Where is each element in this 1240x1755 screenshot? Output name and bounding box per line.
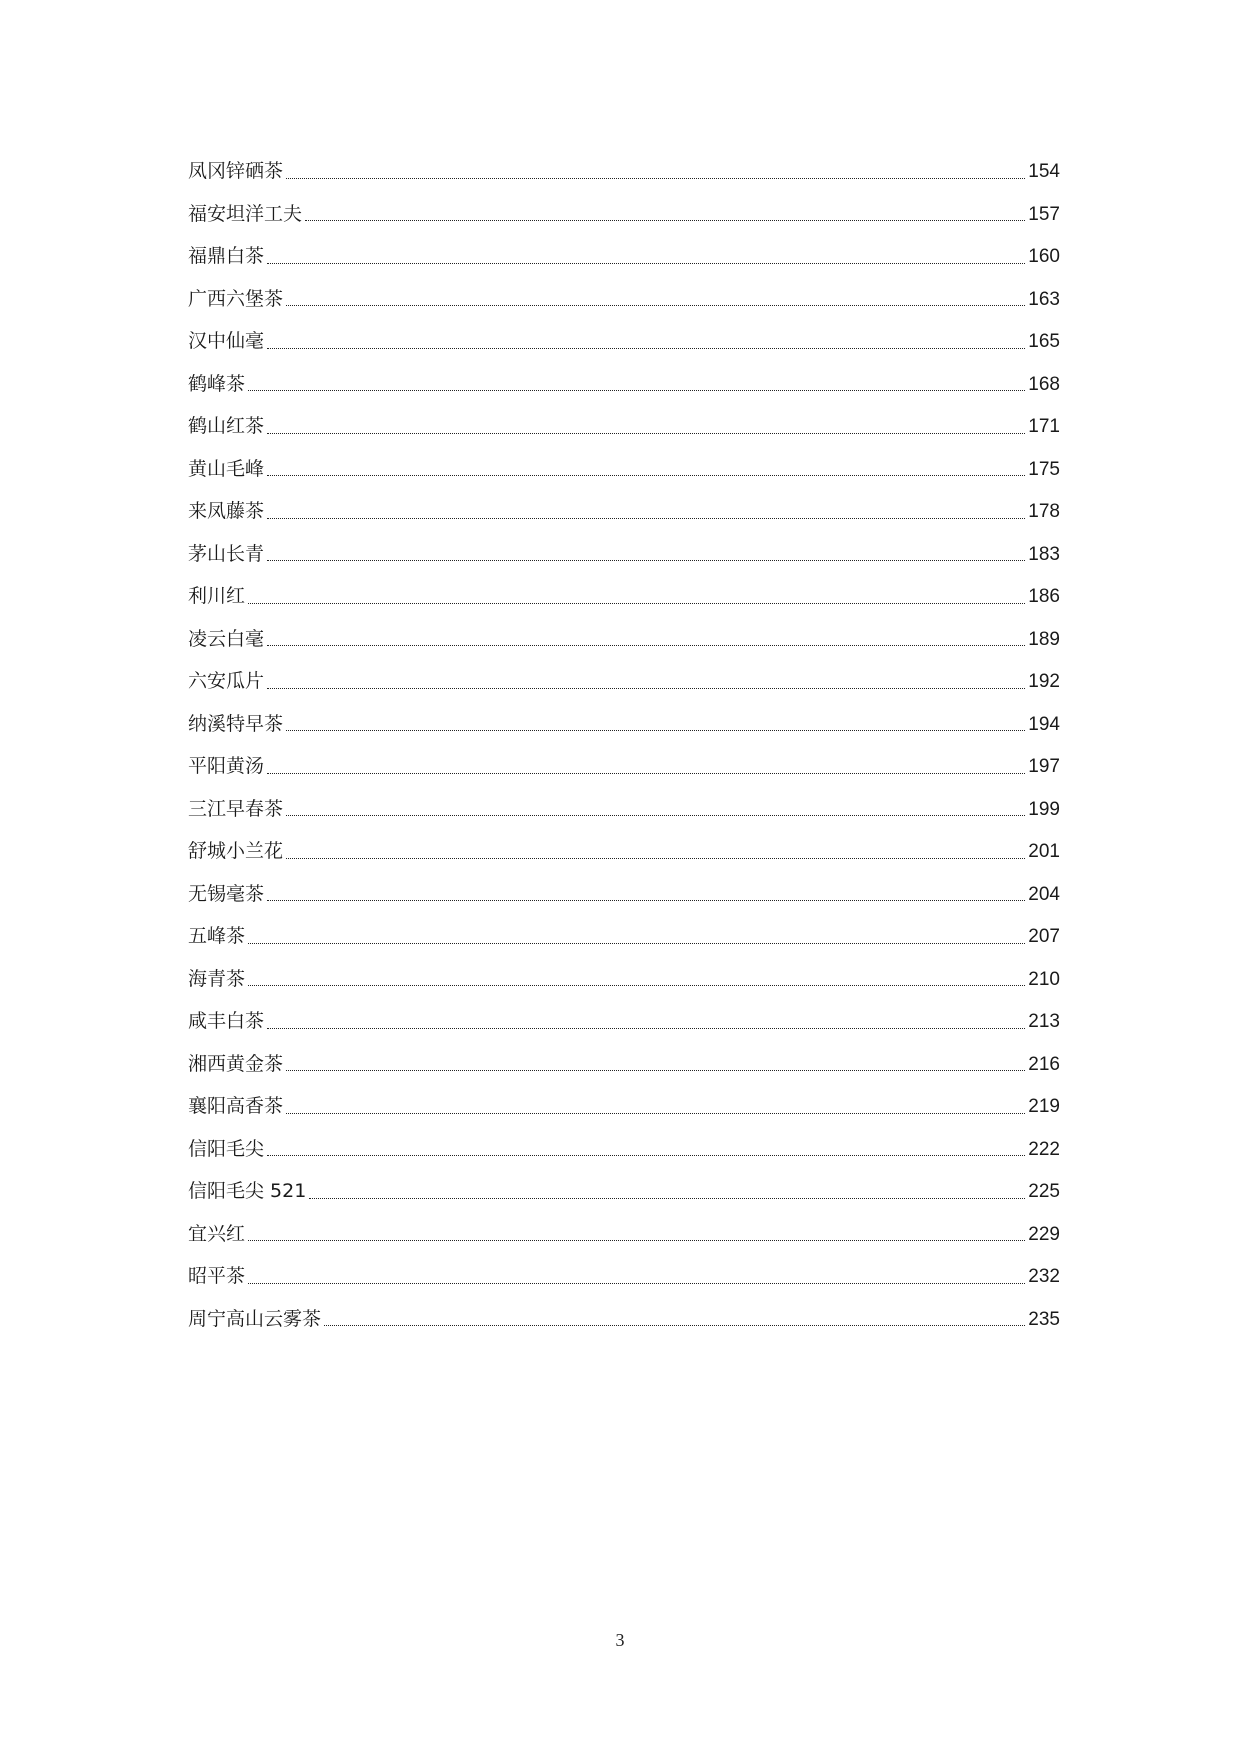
toc-entry[interactable] bbox=[188, 405, 1060, 448]
toc-entry-title: 平阳黄汤 bbox=[188, 755, 265, 777]
toc-entry[interactable] bbox=[188, 1085, 1060, 1128]
toc-entry[interactable] bbox=[188, 1128, 1060, 1171]
toc-dot-leader bbox=[286, 730, 1025, 731]
toc-entry-page: 207 bbox=[1028, 926, 1060, 947]
toc-entry-page: 197 bbox=[1028, 756, 1060, 777]
table-of-contents bbox=[188, 150, 1060, 1340]
toc-entry-title: 六安瓜片 bbox=[188, 670, 265, 692]
toc-entry[interactable] bbox=[188, 533, 1060, 576]
toc-dot-leader bbox=[267, 433, 1025, 434]
toc-entry-title: 福安坦洋工夫 bbox=[188, 202, 303, 225]
toc-entry-title: 咸丰白茶 bbox=[188, 1010, 265, 1032]
toc-entry[interactable] bbox=[188, 660, 1060, 703]
toc-entry-title: 来凤藤茶 bbox=[188, 500, 265, 522]
toc-dot-leader bbox=[305, 220, 1025, 221]
toc-entry-title: 昭平茶 bbox=[188, 1265, 246, 1287]
toc-dot-leader bbox=[267, 1155, 1025, 1156]
toc-entry[interactable] bbox=[188, 1170, 1060, 1213]
toc-entry-page: 235 bbox=[1028, 1308, 1060, 1330]
toc-dot-leader bbox=[286, 178, 1025, 179]
toc-entry-page: 225 bbox=[1028, 1181, 1060, 1202]
toc-entry-title: 信阳毛尖 bbox=[188, 1137, 265, 1160]
toc-entry[interactable] bbox=[188, 1213, 1060, 1256]
toc-entry-page: 157 bbox=[1028, 203, 1060, 225]
toc-entry-page: 199 bbox=[1028, 798, 1060, 820]
toc-entry[interactable] bbox=[188, 745, 1060, 788]
toc-entry[interactable] bbox=[188, 278, 1060, 321]
toc-entry-title: 汉中仙毫 bbox=[188, 330, 265, 352]
toc-entry-title: 黄山毛峰 bbox=[188, 457, 265, 480]
toc-entry-title: 襄阳高香茶 bbox=[188, 1095, 284, 1117]
toc-dot-leader bbox=[267, 263, 1025, 264]
toc-entry-page: 194 bbox=[1028, 713, 1060, 735]
toc-entry-title: 广西六堡茶 bbox=[188, 287, 284, 310]
toc-entry[interactable] bbox=[188, 363, 1060, 406]
toc-entry[interactable] bbox=[188, 1298, 1060, 1341]
toc-entry[interactable] bbox=[188, 618, 1060, 661]
toc-dot-leader bbox=[267, 645, 1025, 646]
toc-dot-leader bbox=[248, 390, 1025, 391]
toc-entry-title: 鹤峰茶 bbox=[188, 372, 246, 395]
toc-dot-leader bbox=[267, 1028, 1025, 1029]
toc-entry[interactable] bbox=[188, 575, 1060, 618]
toc-dot-leader bbox=[248, 985, 1025, 986]
toc-dot-leader bbox=[248, 1283, 1025, 1284]
toc-dot-leader bbox=[286, 305, 1025, 306]
toc-dot-leader bbox=[286, 815, 1025, 816]
toc-entry-title: 凌云白毫 bbox=[188, 627, 265, 650]
toc-entry-title: 三江早春茶 bbox=[188, 797, 284, 820]
toc-entry-page: 229 bbox=[1028, 1223, 1060, 1245]
toc-entry-page: 171 bbox=[1028, 416, 1060, 437]
toc-entry-title: 鹤山红茶 bbox=[188, 415, 265, 437]
toc-entry[interactable] bbox=[188, 788, 1060, 831]
toc-dot-leader bbox=[324, 1325, 1025, 1326]
toc-entry[interactable] bbox=[188, 1255, 1060, 1298]
toc-entry-title: 纳溪特早茶 bbox=[188, 712, 284, 735]
toc-entry-page: 219 bbox=[1028, 1096, 1060, 1117]
toc-entry-page: 204 bbox=[1028, 883, 1060, 905]
toc-entry[interactable] bbox=[188, 1000, 1060, 1043]
toc-entry-page: 216 bbox=[1028, 1053, 1060, 1075]
toc-entry-title: 凤冈锌硒茶 bbox=[188, 160, 284, 182]
toc-dot-leader bbox=[267, 475, 1025, 476]
toc-entry-page: 186 bbox=[1028, 586, 1060, 607]
toc-dot-leader bbox=[267, 348, 1025, 349]
toc-entry-page: 210 bbox=[1028, 968, 1060, 990]
toc-entry[interactable] bbox=[188, 193, 1060, 236]
toc-entry[interactable] bbox=[188, 150, 1060, 193]
toc-entry[interactable] bbox=[188, 703, 1060, 746]
toc-dot-leader bbox=[267, 560, 1025, 561]
toc-entry-page: 160 bbox=[1028, 246, 1060, 267]
toc-entry-title: 宜兴红 bbox=[188, 1222, 246, 1245]
toc-entry-title: 信阳毛尖 521 bbox=[188, 1180, 307, 1202]
toc-dot-leader bbox=[267, 688, 1025, 689]
toc-entry[interactable] bbox=[188, 915, 1060, 958]
toc-dot-leader bbox=[248, 1240, 1025, 1241]
toc-entry[interactable] bbox=[188, 448, 1060, 491]
toc-entry-page: 163 bbox=[1028, 288, 1060, 310]
toc-entry-title: 福鼎白茶 bbox=[188, 245, 265, 267]
toc-entry[interactable] bbox=[188, 1043, 1060, 1086]
toc-entry[interactable] bbox=[188, 830, 1060, 873]
toc-dot-leader bbox=[286, 1113, 1025, 1114]
toc-dot-leader bbox=[267, 773, 1025, 774]
toc-entry-page: 168 bbox=[1028, 373, 1060, 395]
toc-entry-title: 海青茶 bbox=[188, 967, 246, 990]
toc-dot-leader bbox=[248, 943, 1025, 944]
toc-entry-title: 周宁高山云雾茶 bbox=[188, 1307, 322, 1330]
toc-entry-page: 189 bbox=[1028, 628, 1060, 650]
toc-entry[interactable] bbox=[188, 958, 1060, 1001]
toc-entry-title: 无锡毫茶 bbox=[188, 882, 265, 905]
toc-dot-leader bbox=[286, 1070, 1025, 1071]
toc-entry-page: 213 bbox=[1028, 1011, 1060, 1032]
toc-entry-page: 165 bbox=[1028, 331, 1060, 352]
toc-entry-page: 232 bbox=[1028, 1266, 1060, 1287]
toc-dot-leader bbox=[267, 518, 1025, 519]
toc-entry[interactable] bbox=[188, 490, 1060, 533]
toc-entry[interactable] bbox=[188, 320, 1060, 363]
toc-dot-leader bbox=[286, 858, 1025, 859]
toc-dot-leader bbox=[248, 603, 1025, 604]
toc-entry-page: 192 bbox=[1028, 671, 1060, 692]
toc-entry-page: 175 bbox=[1028, 458, 1060, 480]
toc-entry[interactable] bbox=[188, 873, 1060, 916]
toc-dot-leader bbox=[309, 1198, 1025, 1199]
toc-entry-title: 利川红 bbox=[188, 585, 246, 607]
toc-entry-title: 湘西黄金茶 bbox=[188, 1052, 284, 1075]
toc-entry-title: 五峰茶 bbox=[188, 925, 246, 947]
toc-entry-page: 183 bbox=[1028, 543, 1060, 565]
toc-entry-page: 178 bbox=[1028, 501, 1060, 522]
toc-entry[interactable] bbox=[188, 235, 1060, 278]
page-number: 3 bbox=[615, 1630, 625, 1650]
toc-entry-title: 茅山长青 bbox=[188, 542, 265, 565]
toc-dot-leader bbox=[267, 900, 1025, 901]
toc-entry-title: 舒城小兰花 bbox=[188, 840, 284, 862]
toc-entry-page: 222 bbox=[1028, 1138, 1060, 1160]
toc-entry-page: 201 bbox=[1028, 841, 1060, 862]
toc-entry-page: 154 bbox=[1028, 161, 1060, 182]
